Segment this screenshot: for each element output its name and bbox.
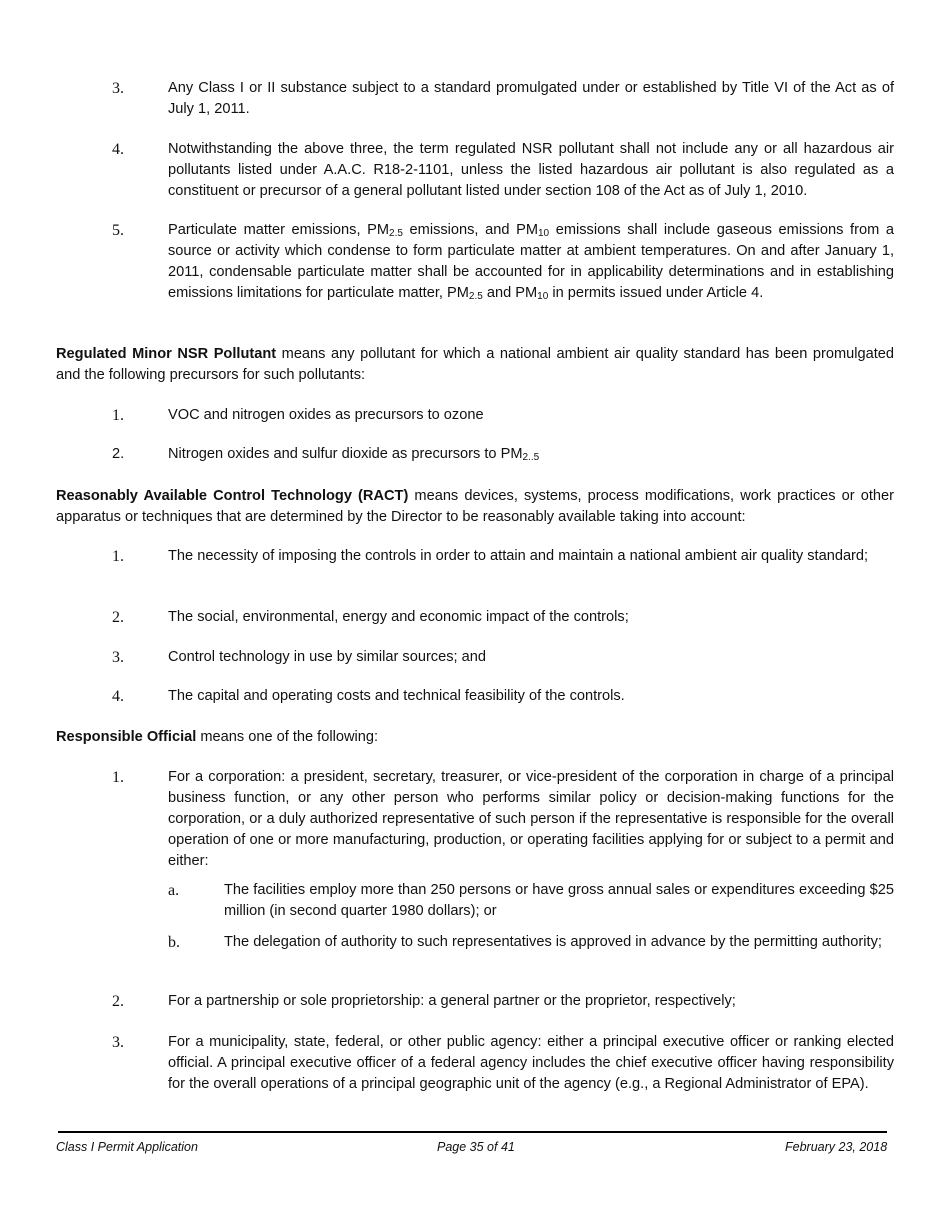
list-item xyxy=(112,991,894,1012)
list-text: Any Class I or II substance subject to a standard promulgated under or established by Title VI of the Act as of July 1, 2011. xyxy=(168,80,894,117)
list-number: 4. xyxy=(112,688,124,705)
definition-ract xyxy=(56,486,894,528)
sub-list-letter: a. xyxy=(168,882,180,899)
definition-text: means one of the following: xyxy=(196,729,379,745)
definition-minor-nsr xyxy=(56,344,894,386)
list-number: 1. xyxy=(112,769,124,786)
footer-page-number: Page 35 of 41 xyxy=(437,1140,515,1154)
definition-text: means devices, systems, process modifications, work practices or other apparatus or techniques that are determined by the Director to be reasonably available taking into account: xyxy=(56,488,895,525)
definition-term: Responsible Official xyxy=(56,729,197,745)
list-number: 1. xyxy=(112,548,124,565)
list-text: For a corporation: a president, secretary, treasurer, or vice-president of the corporation in charge of a principal business function, or any other person who performs similar policy or decision-making functions for the corporation, or a duly authorized representative of such person if the representative is responsible for the overall operation of one or more manufacturing, production, or operating facilities applying for or subject to a permit and either: xyxy=(168,769,894,869)
list-item xyxy=(112,647,894,668)
sub-list-item xyxy=(168,880,894,922)
footer-document-title: Class I Permit Application xyxy=(56,1140,198,1154)
footer-date: February 23, 2018 xyxy=(785,1140,888,1154)
list-number: 3. xyxy=(112,649,124,666)
sub-list-item xyxy=(168,932,894,953)
list-item xyxy=(112,78,894,120)
sub-list-letter: b. xyxy=(168,934,180,951)
list-number: 2. xyxy=(112,446,125,462)
sub-list-text: The facilities employ more than 250 persons or have gross annual sales or expenditures exceeding $25 million (in second quarter 1980 dollars); or xyxy=(224,882,894,919)
list-text: VOC and nitrogen oxides as precursors to ozone xyxy=(168,407,484,423)
definition-term: Reasonably Available Control Technology (RACT) xyxy=(56,488,409,504)
list-text: For a partnership or sole proprietorship: a general partner or the proprietor, respectively; xyxy=(168,993,736,1009)
list-number: 3. xyxy=(112,1034,124,1051)
sub-list-text: The delegation of authority to such representatives is approved in advance by the permitting authority; xyxy=(224,934,882,950)
list-number: 3. xyxy=(112,80,124,97)
list-text: The social, environmental, energy and economic impact of the controls; xyxy=(168,609,629,625)
list-number: 4. xyxy=(112,141,124,158)
list-item xyxy=(112,686,894,707)
list-item xyxy=(112,546,894,567)
list-text: Notwithstanding the above three, the term regulated NSR pollutant shall not include any or all hazardous air pollutants listed under A.A.C. R18-2-1101, unless the listed hazardous air pollutant is also regulated as a constituent or precursor of a general pollutant listed under section 108 of the Act as of July 1, 2010. xyxy=(168,141,894,199)
list-item xyxy=(112,767,894,872)
list-item xyxy=(112,444,894,465)
list-item xyxy=(112,1032,894,1095)
list-item xyxy=(112,607,894,628)
list-number: 2. xyxy=(112,609,124,626)
definition-text: means any pollutant for which a national ambient air quality standard has been promulgated and the following precursors for such pollutants: xyxy=(56,346,894,383)
list-text: The capital and operating costs and technical feasibility of the controls. xyxy=(168,688,625,704)
list-text: For a municipality, state, federal, or other public agency: either a principal executive officer or ranking elected official. A principal executive officer of a federal agency includes the chief executive officer having responsibility for the overall operations of a principal geographic unit of the agency (e.g., a Regional Administrator of EPA). xyxy=(168,1034,894,1092)
footer-divider xyxy=(58,1131,887,1133)
list-text: Particulate matter emissions, $PM_{2.5}$ emissions, and $PM_{10}$ emissions shall include gaseous emissions from a source or activity which condense to form particulate matter at ambient temperatures. On and after January 1, 2011, condensable particulate matter shall be accounted for in applicability determinations and in establishing emissions limitations for particulate matter, $PM_{2.5}$ and $PM_{10}$ in permits issued under Article 4. xyxy=(168,222,894,302)
list-number: 2. xyxy=(112,993,124,1010)
list-number: 1. xyxy=(112,407,124,424)
definition-responsible-official xyxy=(56,727,894,748)
list-text: Control technology in use by similar sources; and xyxy=(168,649,486,665)
list-item xyxy=(112,139,894,202)
list-number: 5. xyxy=(112,222,124,239)
list-item xyxy=(112,220,894,304)
list-text: The necessity of imposing the controls in order to attain and maintain a national ambient air quality standard; xyxy=(168,548,869,564)
definition-term: Regulated Minor NSR Pollutant xyxy=(56,346,277,362)
list-text: Nitrogen oxides and sulfur dioxide as precursors to $PM_{2..5}$ xyxy=(168,446,540,463)
list-item xyxy=(112,405,894,426)
